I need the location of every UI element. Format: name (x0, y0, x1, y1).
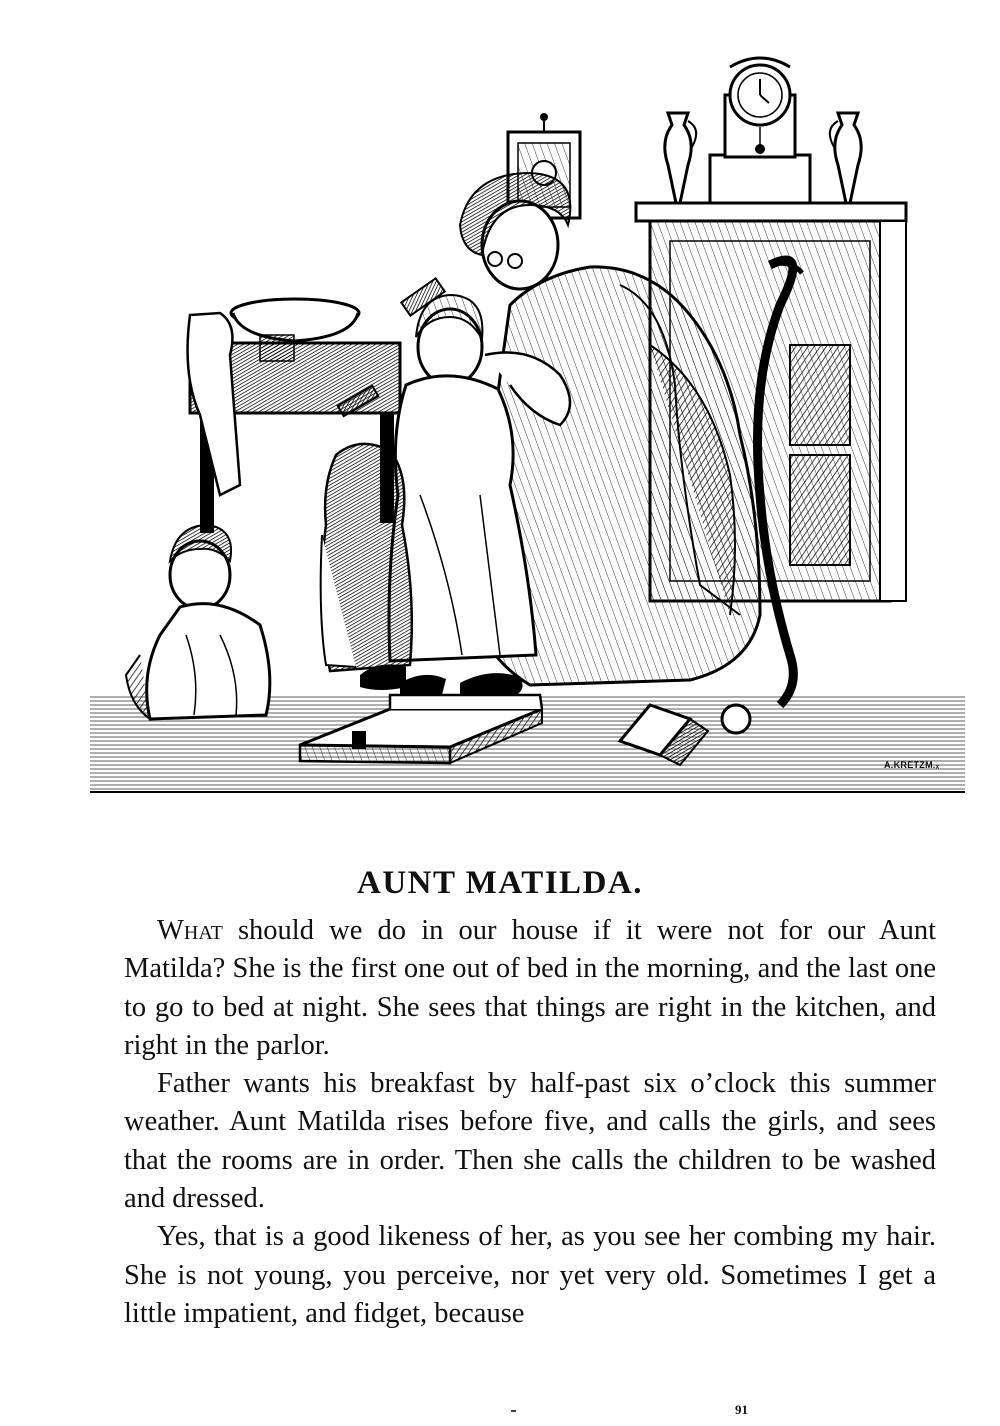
chapter-title: AUNT MATILDA. (357, 865, 643, 902)
body-text (124, 912, 936, 1333)
paragraph-2: Father wants his breakfast by half-past six o’clock this summer weather. Aunt Matilda rises before five, and calls the girls, and sees that the rooms are in order. Then she calls the children to be washed and dressed. (124, 1068, 936, 1215)
paragraph-3: Yes, that is a good likeness of her, as you see her combing my hair. She is not young, you perceive, nor yet very old. Sometimes I get a little impatient, and fidget, because (124, 1221, 936, 1329)
print-speck (511, 1410, 516, 1412)
mantel-clock (710, 58, 810, 203)
paragraph-text: should we do in our house if it were not for our Aunt Matilda? She is the first one out of bed in the morning, and the last one to go to bed at night. She sees that things are right in the kitchen, and right in the parlor. (124, 915, 936, 1061)
engraving-illustration (90, 55, 965, 800)
vase-left (665, 113, 696, 203)
engraver-signature: A.KRETZM.ₓ (884, 760, 940, 770)
page-number: 91 (735, 1402, 748, 1417)
paragraph-lead-word: What (157, 915, 223, 946)
engraving-icon (90, 55, 965, 800)
vase-right (830, 113, 861, 203)
seated-child-figure (126, 525, 270, 719)
paragraph-1 (124, 912, 936, 1065)
